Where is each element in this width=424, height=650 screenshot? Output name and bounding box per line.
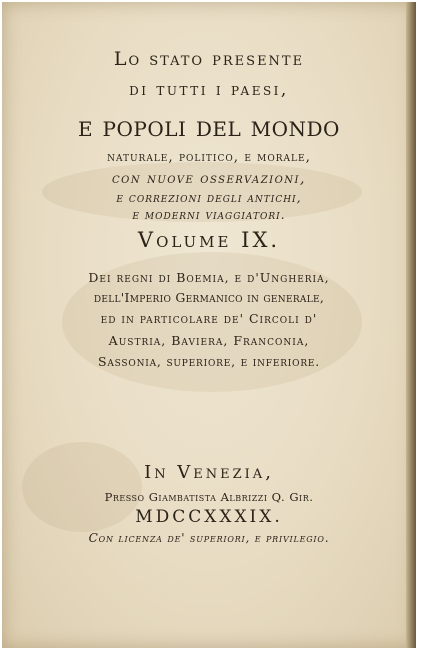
subtitle-italic-2: e correzioni degli antichi, — [116, 190, 302, 205]
book-spine-edge — [406, 2, 416, 648]
subtitle-italic-1: con nuove osservazioni, — [112, 171, 306, 187]
imprint-year: MDCCXXXIX. — [135, 507, 283, 527]
imprint-license: Con licenza de' superiori, e privilegio. — [88, 531, 330, 545]
volume-number: Volume IX. — [137, 228, 281, 252]
contents-line-2: dell'Imperio Germanico in generale, — [93, 290, 325, 305]
title-line-1: Lo stato presente — [113, 48, 305, 70]
imprint-printer: Presso Giambatista Albrizzi Q. Gir. — [104, 490, 314, 504]
title-line-2: di tutti i paesi, — [129, 80, 289, 100]
subtitle-line: naturale, politico, e morale, — [107, 149, 311, 165]
main-title: e popoli del mondo — [78, 110, 340, 143]
contents-line-1: Dei regni di Boemia, e d'Ungheria, — [88, 270, 330, 285]
contents-line-4: Austria, Baviera, Franconia, — [108, 333, 310, 348]
contents-line-3: ed in particolare de' Circoli d' — [100, 311, 318, 326]
book-page — [2, 2, 416, 648]
imprint-city: In Venezia, — [144, 462, 274, 483]
subtitle-italic-3: e moderni viaggiatori. — [132, 207, 286, 222]
contents-line-5: Sassonia, superiore, e inferiore. — [97, 354, 321, 369]
